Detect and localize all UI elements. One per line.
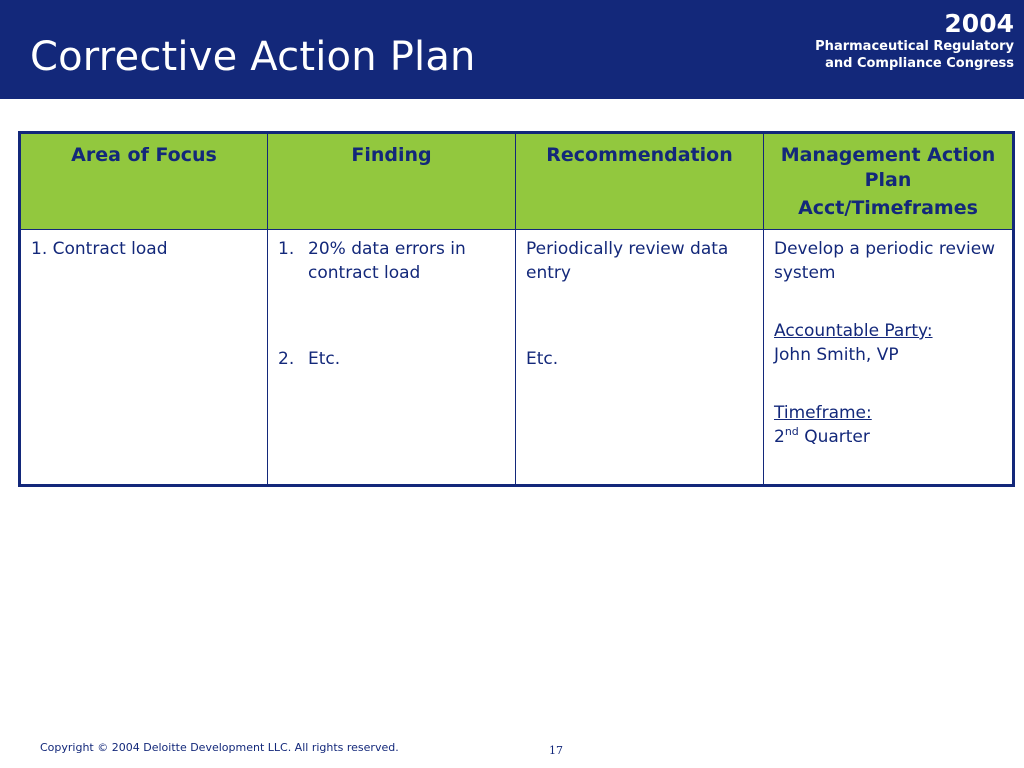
cell-management-action-plan	[764, 230, 1014, 486]
column-header-management-title: Management Action Plan	[780, 144, 996, 191]
timeframe-ordinal: nd	[784, 425, 799, 438]
cell-area-of-focus: 1. Contract load	[20, 230, 268, 486]
finding-list	[278, 237, 507, 371]
finding-text: Etc.	[308, 349, 341, 369]
accountable-party-value: John Smith, VP	[774, 345, 899, 365]
finding-number: 2.	[278, 349, 295, 369]
finding-item	[278, 237, 507, 285]
timeframe-label: Timeframe:	[774, 403, 872, 423]
column-header-recommendation: Recommendation	[516, 133, 764, 230]
timeframe-value	[774, 425, 1004, 449]
corrective-action-table	[18, 131, 1015, 487]
column-header-management-sub: Acct/Timeframes	[798, 197, 978, 219]
page-number: 17	[549, 744, 563, 757]
event-brand	[815, 10, 1014, 72]
finding-item	[278, 347, 507, 371]
timeframe-number: 2	[774, 427, 785, 447]
management-action-text: Develop a periodic review system	[774, 239, 996, 283]
cell-recommendation	[516, 230, 764, 486]
recommendation-text: Etc.	[526, 349, 559, 369]
title-banner	[0, 0, 1024, 99]
finding-text: 20% data errors in contract load	[308, 239, 466, 283]
recommendation-text: Periodically review data entry	[526, 239, 729, 283]
table-row	[20, 230, 1014, 486]
brand-line-1: Pharmaceutical Regulatory	[815, 39, 1014, 54]
column-header-area-of-focus: Area of Focus	[20, 133, 268, 230]
brand-year: 2004	[944, 9, 1014, 38]
brand-line-2: and Compliance Congress	[825, 56, 1014, 71]
cell-finding	[268, 230, 516, 486]
column-header-finding: Finding	[268, 133, 516, 230]
accountable-party-label: Accountable Party:	[774, 321, 933, 341]
timeframe-rest: Quarter	[798, 427, 870, 447]
column-header-management-action-plan	[764, 133, 1014, 230]
finding-number: 1.	[278, 239, 295, 259]
copyright-footer: Copyright © 2004 Deloitte Development LLC. All rights reserved.	[40, 741, 399, 754]
slide-title: Corrective Action Plan	[30, 34, 476, 80]
table-header-row	[20, 133, 1014, 230]
